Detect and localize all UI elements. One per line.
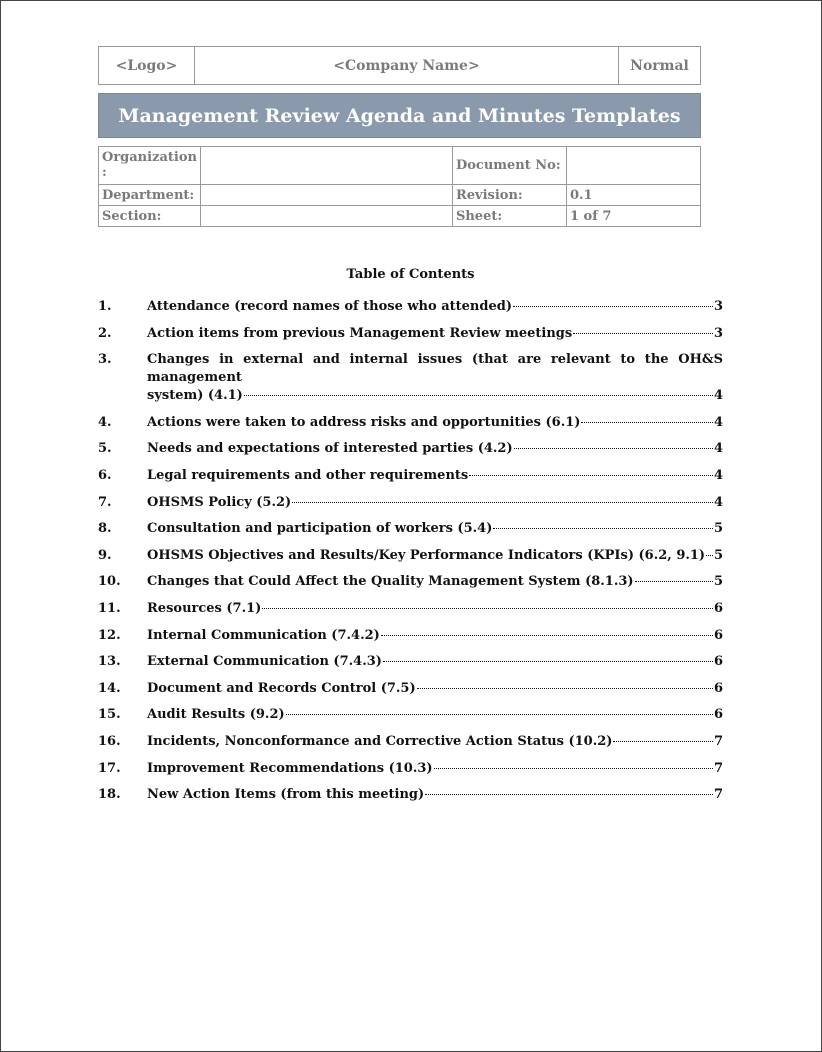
toc-item-page: 4: [713, 388, 723, 404]
toc-item-entry: [147, 414, 723, 432]
toc-item-entry: [147, 653, 723, 671]
department-value: [200, 185, 452, 206]
toc-item-number: 13.: [98, 654, 121, 670]
toc-item[interactable]: [98, 733, 723, 751]
toc-item-number: 14.: [98, 680, 121, 696]
toc-item[interactable]: [98, 414, 723, 432]
organization-label: Organization :: [99, 147, 201, 185]
toc-leader-dots: [425, 794, 713, 795]
toc-item[interactable]: [98, 573, 723, 591]
document-no-value: [566, 147, 700, 185]
department-label: Department:: [99, 185, 201, 206]
toc-item-number: 2.: [98, 325, 112, 341]
toc-item-page: 7: [713, 787, 723, 803]
toc-item[interactable]: [98, 440, 723, 458]
toc-item-text: Legal requirements and other requirements: [147, 467, 469, 483]
status-cell: Normal: [619, 47, 701, 85]
toc-item-entry: [147, 325, 723, 343]
toc-leader-dots: [513, 306, 713, 307]
toc-item-page: 6: [713, 600, 723, 616]
toc-leader-dots: [514, 448, 713, 449]
toc-item-page: 4: [713, 441, 723, 457]
toc-item[interactable]: [98, 653, 723, 671]
company-name-cell: <Company Name>: [195, 47, 619, 85]
toc-leader-dots: [244, 395, 713, 396]
toc-item[interactable]: [98, 680, 723, 698]
header-table: [98, 46, 701, 85]
sheet-label: Sheet:: [452, 206, 566, 227]
toc-item-number: 17.: [98, 760, 121, 776]
toc-item[interactable]: [98, 325, 723, 343]
toc-item[interactable]: [98, 547, 723, 565]
toc-item-entry: [147, 298, 723, 316]
toc-item[interactable]: [98, 494, 723, 512]
toc-item-text: External Communication (7.4.3): [147, 654, 382, 670]
toc-item-text: Incidents, Nonconformance and Corrective Action Status (10.2): [147, 733, 613, 749]
section-label: Section:: [99, 206, 201, 227]
toc-item-page: 6: [713, 707, 723, 723]
toc-item-entry: [147, 520, 723, 538]
toc-item-text: system) (4.1): [147, 388, 243, 404]
toc-item-page: 6: [713, 680, 723, 696]
toc-leader-dots: [286, 714, 713, 715]
toc-item-entry: [147, 786, 723, 804]
toc-item-page: 6: [713, 627, 723, 643]
toc-item-entry: [147, 467, 723, 485]
toc-item[interactable]: [98, 706, 723, 724]
toc-item-text: Document and Records Control (7.5): [147, 680, 416, 696]
toc-leader-dots: [434, 768, 713, 769]
document-title: Management Review Agenda and Minutes Templates: [98, 93, 701, 138]
toc-item-page: 5: [713, 521, 723, 537]
toc-leader-dots: [706, 555, 713, 556]
toc-item[interactable]: [98, 627, 723, 645]
toc-item-number: 16.: [98, 733, 121, 749]
toc-item-text: Improvement Recommendations (10.3): [147, 760, 433, 776]
toc-item-text: Resources (7.1): [147, 600, 262, 616]
toc-item-text: Changes that Could Affect the Quality Management System (8.1.3): [147, 574, 634, 590]
toc-item-entry: [147, 351, 723, 405]
section-value: [200, 206, 452, 227]
toc-item-text: Attendance (record names of those who attended): [147, 299, 512, 314]
sheet-value: 1 of 7: [566, 206, 700, 227]
toc-item[interactable]: [98, 351, 723, 405]
toc-item-text: Actions were taken to address risks and opportunities (6.1): [147, 414, 581, 430]
toc-item-text: OHSMS Policy (5.2): [147, 494, 292, 510]
toc-item-entry: [147, 440, 723, 458]
toc-item-page: 3: [713, 299, 723, 314]
toc-item-number: 8.: [98, 521, 112, 537]
logo-cell: <Logo>: [99, 47, 195, 85]
toc-leader-dots: [635, 581, 713, 582]
revision-value: 0.1: [566, 185, 700, 206]
toc-item-number: 9.: [98, 547, 112, 563]
toc-item-text: OHSMS Objectives and Results/Key Performance Indicators (KPIs) (6.2, 9.1): [147, 547, 706, 563]
toc-leader-dots: [613, 741, 713, 742]
document-info-table: [98, 146, 701, 227]
toc-item-page: 4: [713, 414, 723, 430]
toc-item-text: New Action Items (from this meeting): [147, 787, 425, 803]
toc-item-text: Changes in external and internal issues (that are relevant to the OH&S management: [147, 352, 723, 386]
revision-label: Revision:: [452, 185, 566, 206]
toc-list: [98, 298, 723, 813]
toc-title: Table of Contents: [346, 267, 475, 282]
toc-item-page: 4: [713, 467, 723, 483]
toc-leader-dots: [262, 608, 713, 609]
toc-item-number: 5.: [98, 441, 112, 457]
toc-item-entry: [147, 573, 723, 591]
toc-item-number: 3.: [98, 352, 112, 368]
toc-item-page: 7: [713, 733, 723, 749]
toc-item-text: Action items from previous Management Review meetings: [147, 325, 573, 341]
toc-item-page: 7: [713, 760, 723, 776]
toc-leader-dots: [383, 661, 713, 662]
toc-item-number: 18.: [98, 787, 121, 803]
toc-item-page: 5: [713, 547, 723, 563]
toc-item[interactable]: [98, 786, 723, 804]
toc-item-page: 6: [713, 654, 723, 670]
toc-item-entry: [147, 547, 723, 565]
toc-leader-dots: [573, 333, 713, 334]
toc-item-page: 4: [713, 494, 723, 510]
toc-leader-dots: [417, 688, 713, 689]
toc-leader-dots: [292, 502, 713, 503]
toc-item-entry: [147, 706, 723, 724]
toc-item[interactable]: [98, 520, 723, 538]
toc-item-entry: [147, 760, 723, 778]
toc-item-number: 12.: [98, 627, 121, 643]
toc-leader-dots: [381, 635, 713, 636]
toc-item-number: 7.: [98, 494, 112, 510]
toc-leader-dots: [493, 528, 713, 529]
toc-item-entry: [147, 627, 723, 645]
organization-value: [200, 147, 452, 185]
toc-leader-dots: [469, 475, 713, 476]
toc-item-entry: [147, 680, 723, 698]
toc-item[interactable]: [98, 760, 723, 778]
toc-item-number: 10.: [98, 574, 121, 590]
toc-item-number: 4.: [98, 414, 112, 430]
toc-item-entry: [147, 600, 723, 618]
toc-item-number: 1.: [98, 299, 112, 314]
toc-item-text: Consultation and participation of workers (5.4): [147, 521, 493, 537]
toc-item-number: 11.: [98, 600, 121, 616]
toc-item-entry: [147, 494, 723, 512]
toc-item-entry: [147, 733, 723, 751]
toc-item-text: Internal Communication (7.4.2): [147, 627, 380, 643]
toc-item-number: 15.: [98, 707, 121, 723]
toc-item-page: 5: [713, 574, 723, 590]
toc-leader-dots: [581, 422, 713, 423]
toc-item[interactable]: [98, 467, 723, 485]
toc-item-text: Audit Results (9.2): [147, 707, 285, 723]
toc-item-text: Needs and expectations of interested parties (4.2): [147, 441, 513, 457]
toc-item[interactable]: [98, 600, 723, 618]
document-no-label: Document No:: [452, 147, 566, 185]
toc-item-number: 6.: [98, 467, 112, 483]
toc-item-page: 3: [713, 325, 723, 341]
toc-item[interactable]: [98, 298, 723, 316]
